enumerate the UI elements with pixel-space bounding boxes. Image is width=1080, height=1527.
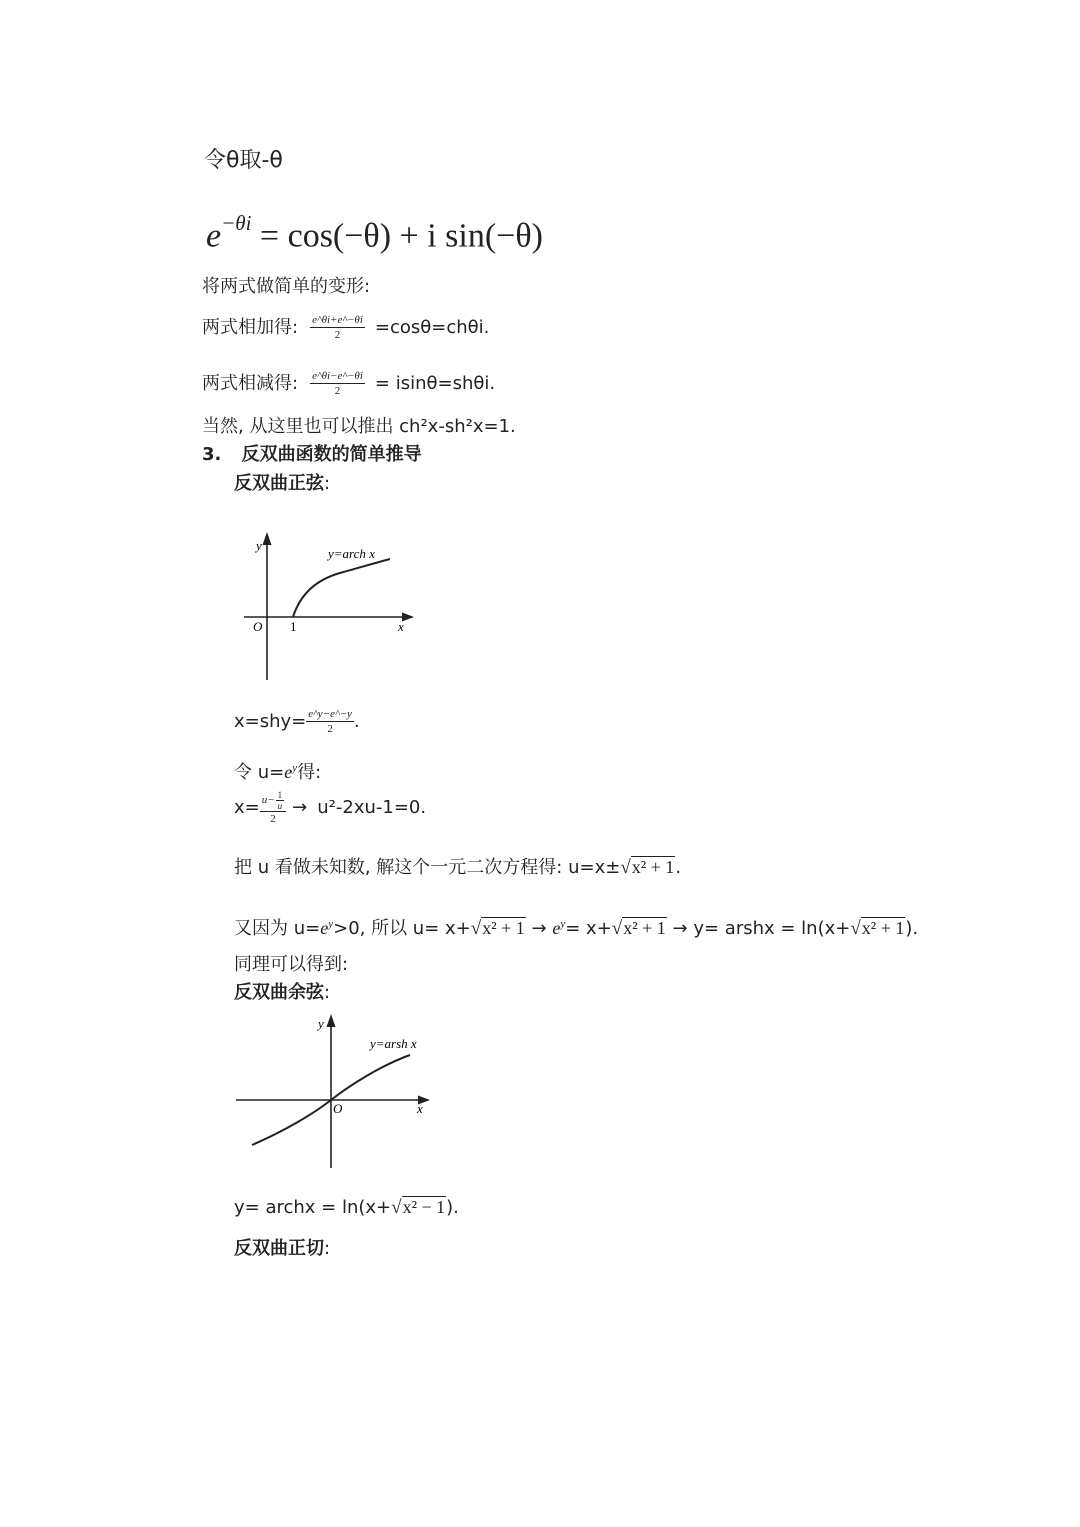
step3-denominator: 2 [270,813,276,825]
step5-rad1: x² + 1 [482,918,525,938]
arsinh-heading [234,472,330,496]
graph1-origin: O [253,619,263,634]
step4-line: 把 u 看做未知数, 解这个一元二次方程得: u=x±√x² + 1. [234,857,682,878]
subtraction-label: 两式相减得: [202,373,299,394]
arsinh-heading-label: 反双曲正弦 [234,473,324,494]
heading: 令θ取-θ [204,148,283,173]
graph1-tick-one: 1 [290,619,297,634]
step5-ey2-sup: y [560,918,566,930]
arcosh-heading-colon: : [324,982,331,1003]
step5-arrow2: → [672,918,688,939]
arcosh-formula-prefix: y= archx = ln(x+ [234,1197,392,1218]
step5-ey-sup: y [328,918,334,930]
artanh-heading-colon: : [324,1238,331,1259]
addition-numerator: e^θi+e^−θi [312,314,363,326]
step3-inner-fraction [276,790,285,811]
addition-result: =cosθ=chθi. [374,317,490,338]
graph1-x-label: x [398,619,404,634]
step1-suffix: . [353,711,360,732]
step4-suffix: . [675,857,682,878]
step5-ey2: e [552,918,561,938]
step5-rad3: x² + 1 [861,918,905,938]
graph1-curve [293,559,390,617]
step5-part2: >0, 所以 u= x+ [333,918,471,939]
arcosh-heading [234,981,330,1005]
step4-text: 把 u 看做未知数, 解这个一元二次方程得: u=x± [234,857,621,878]
step5-arrow1: → [531,918,547,939]
step5-part5: ). [905,918,919,939]
step4-radicand: x² + 1 [631,857,675,877]
section-number: 3. [202,444,222,465]
addition-denominator: 2 [334,329,341,341]
step5-line: 又因为 $u=e^y>0$, 所以 $u= x+√x^2 + 1 \to e^y= x+√x^2 + 1 \to y=$ arshx = ln(x+√x² + 1). [234,918,919,939]
graph2-y-arrow [327,1014,336,1027]
step3-prefix: x= [234,797,260,818]
subtraction-denominator: 2 [334,385,341,397]
euler-lhs-base: e [206,217,222,255]
step3-inner-top: 1 [277,790,283,800]
step1-line [234,708,360,736]
step5-part1: 又因为 u= [234,918,321,939]
graph1-curve-label: y=arch x [328,546,375,561]
similar-text: 同理可以得到: [234,954,349,975]
step1-fraction [306,708,354,736]
arcosh-heading-label: 反双曲余弦 [234,982,324,1003]
arcosh-formula-suffix: ). [446,1197,459,1218]
step5-ey: e [320,918,329,938]
step3-numerator [260,790,286,811]
step2-suffix: 得: [297,762,322,783]
step3-equation: u²-2xu-1=0. [317,797,427,818]
graph1-x-arrow [402,613,414,622]
addition-line [202,314,489,342]
subtraction-fraction [310,370,365,398]
graph1-y-label: y [256,538,262,553]
step3-inner-bottom: u [277,801,283,811]
graph2-curve-label: y=arsh x [370,1036,417,1051]
euler-formula [206,205,543,258]
subtraction-numerator: e^θi−e^−θi [312,370,363,382]
addition-label: 两式相加得: [202,317,299,338]
step1-prefix: x=shy= [234,711,307,732]
graph1-y-arrow [263,532,272,545]
step3-line [234,790,426,826]
euler-lhs-exponent: −θi [221,211,252,235]
step1-denominator: 2 [327,723,333,735]
graph2-origin: O [333,1101,343,1116]
step5-part3: = x+ [565,918,612,939]
step3-arrow: → [292,797,308,818]
section-title: 反双曲函数的简单推导 [241,444,422,465]
step3-num-u: u− [261,794,275,806]
arsinh-heading-colon: : [324,473,331,494]
artanh-heading [234,1237,330,1261]
step5-rad2: x² + 1 [623,918,666,938]
intro-text: 将两式做简单的变形: [202,276,371,297]
subtraction-line [202,370,495,398]
addition-fraction [310,314,365,342]
step5-part4: y= arshx = ln(x+ [693,918,851,939]
arcosh-formula-radicand: x² − 1 [402,1197,446,1217]
section-heading [202,443,422,467]
artanh-heading-label: 反双曲正切 [234,1238,324,1259]
step1-numerator: e^y−e^−y [308,708,352,720]
step2-line [234,756,321,785]
graph2-x-label: x [417,1101,423,1116]
graph2-y-label: y [318,1016,324,1031]
step3-fraction [260,790,286,826]
euler-rhs: = cos(−θ) + i sin(−θ) [259,217,543,255]
subtraction-result: = isinθ=shθi. [374,373,496,394]
step2-sup: y [292,762,298,774]
step2-var: e [284,762,293,782]
graph-arsh [232,1010,442,1172]
step2-prefix: 令 u= [234,762,285,783]
graph-arch [240,525,430,685]
arcosh-formula: y= archx = ln(x+√x² − 1). [234,1197,459,1218]
conclusion-text: 当然, 从这里也可以推出 ch²x-sh²x=1. [202,416,516,437]
